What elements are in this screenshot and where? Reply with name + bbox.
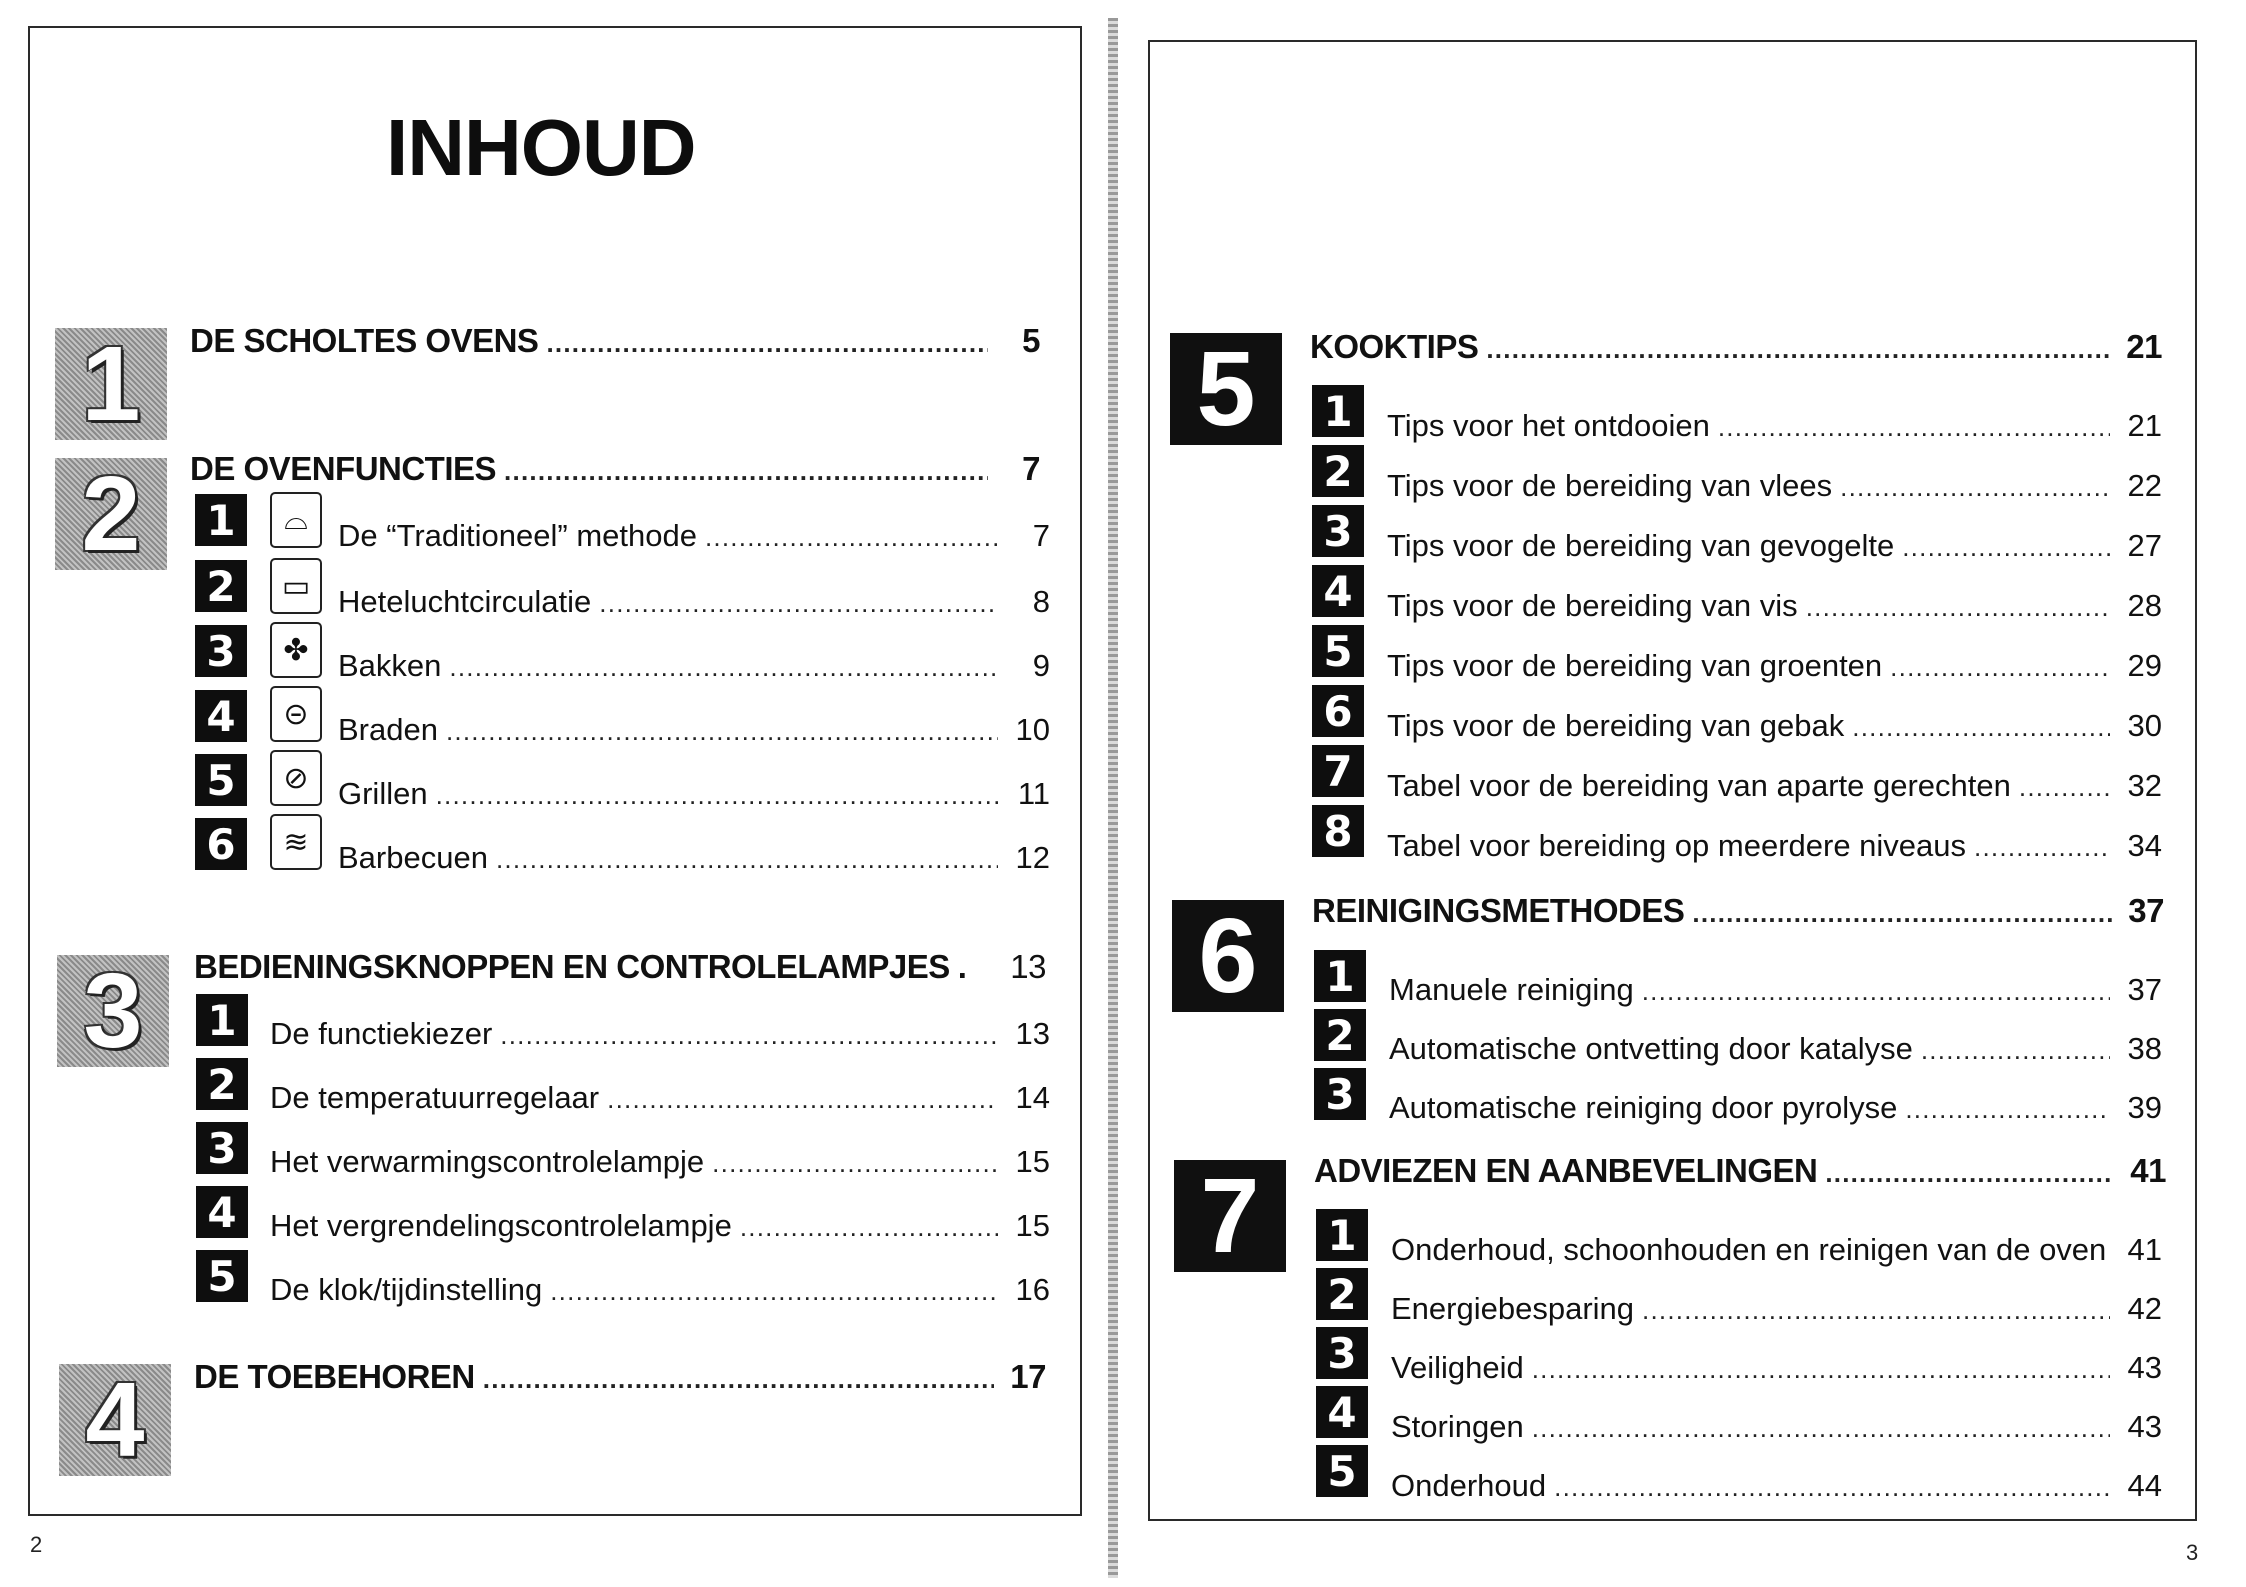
chapter-page-number: 41 xyxy=(2130,1152,2166,1189)
toc-chapter-entry[interactable] xyxy=(1314,1152,2166,1190)
dot-leader xyxy=(1554,1472,2110,1503)
section-label: Grillen xyxy=(338,776,428,811)
binding-gutter xyxy=(1108,18,1118,1578)
dot-leader xyxy=(446,716,998,747)
toc-chapter-entry[interactable] xyxy=(1310,328,2162,366)
section-number-badge: 5 xyxy=(1312,625,1364,677)
section-page-number: 42 xyxy=(2127,1291,2162,1326)
section-page-number: 37 xyxy=(2127,972,2162,1007)
toc-section-entry[interactable] xyxy=(1389,1031,2162,1067)
toc-section-entry[interactable] xyxy=(338,776,1050,812)
toc-section-entry[interactable] xyxy=(1391,1409,2162,1445)
dot-leader xyxy=(740,1212,998,1243)
toc-section-entry[interactable] xyxy=(1387,408,2162,444)
section-number-badge: 1 xyxy=(1314,950,1366,1002)
dot-leader xyxy=(1642,976,2110,1007)
dot-leader xyxy=(1718,412,2110,443)
section-page-number: 15 xyxy=(1015,1144,1050,1179)
chapter-title: DE TOEBEHOREN xyxy=(194,1358,475,1395)
section-number-badge: 5 xyxy=(195,754,247,806)
section-label: Tips voor het ontdooien xyxy=(1387,408,1710,443)
dot-leader xyxy=(599,588,998,619)
section-page-number: 22 xyxy=(2127,468,2162,503)
section-page-number: 16 xyxy=(1015,1272,1050,1307)
toc-section-entry[interactable] xyxy=(270,1080,1050,1116)
section-label: Tabel voor bereiding op meerdere niveaus xyxy=(1387,828,1967,863)
dot-leader xyxy=(1806,592,2110,623)
section-number-badge: 6 xyxy=(195,818,247,870)
toc-chapter-entry[interactable] xyxy=(194,948,1046,986)
section-label: Automatische reiniging door pyrolyse xyxy=(1389,1090,1898,1125)
dot-leader xyxy=(483,1364,994,1395)
toc-chapter-entry[interactable] xyxy=(190,450,1040,488)
section-number-badge: 8 xyxy=(1312,805,1364,857)
section-page-number: 21 xyxy=(2127,408,2162,443)
section-number-badge: 2 xyxy=(195,560,247,612)
chapter-title: KOOKTIPS xyxy=(1310,328,1479,365)
toc-section-entry[interactable] xyxy=(338,648,1050,684)
dot-leader xyxy=(712,1148,998,1179)
section-number-badge: 2 xyxy=(196,1058,248,1110)
section-page-number: 10 xyxy=(1015,712,1050,747)
section-page-number: 39 xyxy=(2127,1090,2162,1125)
section-number-badge: 3 xyxy=(195,625,247,677)
barbecue-grill-icon: ≋ xyxy=(270,814,322,870)
toc-section-entry[interactable] xyxy=(1387,588,2162,624)
toc-chapter-entry[interactable] xyxy=(190,322,1040,360)
dot-leader xyxy=(1486,334,2110,365)
section-page-number: 13 xyxy=(1015,1016,1050,1051)
section-label: Tips voor de bereiding van vis xyxy=(1387,588,1798,623)
section-number-badge: 5 xyxy=(196,1250,248,1302)
section-label: Onderhoud, schoonhouden en reinigen van de oven xyxy=(1391,1232,2107,1267)
chapter-number-block: 2 xyxy=(55,458,167,570)
dot-leader xyxy=(546,328,988,359)
dot-leader xyxy=(550,1276,998,1307)
dot-leader xyxy=(1840,472,2110,503)
hot-air-circulation-icon: ▭ xyxy=(270,558,322,614)
chapter-title: ADVIEZEN EN AANBEVELINGEN xyxy=(1314,1152,1818,1189)
section-page-number: 27 xyxy=(2127,528,2162,563)
section-label: Tips voor de bereiding van vlees xyxy=(1387,468,1833,503)
chapter-page-number: 17 xyxy=(1010,1358,1046,1395)
section-label: Energiebesparing xyxy=(1391,1291,1635,1326)
section-label: De “Traditioneel” methode xyxy=(338,518,697,553)
section-page-number: 38 xyxy=(2127,1031,2162,1066)
section-number-badge: 1 xyxy=(1316,1209,1368,1261)
section-label: Het vergrendelingscontrolelampje xyxy=(270,1208,732,1243)
dot-leader xyxy=(1532,1413,2110,1444)
section-number-badge: 3 xyxy=(1314,1068,1366,1120)
toc-section-entry[interactable] xyxy=(1391,1232,2162,1268)
section-page-number: 8 xyxy=(1032,584,1050,619)
dot-leader xyxy=(504,456,988,487)
section-number-badge: 3 xyxy=(196,1122,248,1174)
title-dot: . xyxy=(957,948,967,985)
chapter-page-number: 21 xyxy=(2126,328,2162,365)
chapter-title: DE OVENFUNCTIES xyxy=(190,450,497,487)
toc-section-entry[interactable] xyxy=(1387,468,2162,504)
section-number-badge: 3 xyxy=(1316,1327,1368,1379)
dot-leader xyxy=(500,1020,998,1051)
toc-section-entry[interactable] xyxy=(270,1144,1050,1180)
chapter-number-block: 4 xyxy=(59,1364,171,1476)
section-number-badge: 3 xyxy=(1312,505,1364,557)
section-page-number: 44 xyxy=(2127,1468,2162,1503)
dot-leader xyxy=(1921,1035,2110,1066)
section-label: Barbecuen xyxy=(338,840,488,875)
toc-section-entry[interactable] xyxy=(338,712,1050,748)
dot-leader xyxy=(1692,898,2112,929)
section-page-number: 12 xyxy=(1015,840,1050,875)
toc-section-entry[interactable] xyxy=(338,584,1050,620)
chapter-number-block: 5 xyxy=(1170,333,1282,445)
section-number-badge: 4 xyxy=(196,1186,248,1238)
section-number-badge: 6 xyxy=(1312,685,1364,737)
section-number-badge: 2 xyxy=(1316,1268,1368,1320)
chapter-page-number: 37 xyxy=(2128,892,2164,929)
section-label: Veiligheid xyxy=(1391,1350,1524,1385)
section-label: Braden xyxy=(338,712,438,747)
dot-leader xyxy=(1974,832,2110,863)
toc-section-entry[interactable] xyxy=(1391,1468,2162,1504)
section-number-badge: 4 xyxy=(1312,565,1364,617)
section-page-number: 7 xyxy=(1032,518,1050,553)
dot-leader xyxy=(1890,652,2110,683)
chapter-page-number: 5 xyxy=(1022,322,1040,359)
dot-leader xyxy=(1825,1158,2114,1189)
left-page-number: 2 xyxy=(30,1532,43,1557)
toc-section-entry[interactable] xyxy=(1387,708,2162,744)
section-page-number: 15 xyxy=(1015,1208,1050,1243)
dot-leader xyxy=(705,522,998,553)
section-page-number: 41 xyxy=(2127,1232,2162,1267)
section-label: Tabel voor de bereiding van aparte gerechten xyxy=(1387,768,2011,803)
roasting-element-icon: ⊝ xyxy=(270,686,322,742)
baking-fan-icon: ✤ xyxy=(270,622,322,678)
toc-section-entry[interactable] xyxy=(1387,528,2162,564)
toc-section-entry[interactable] xyxy=(1391,1291,2162,1327)
section-number-badge: 2 xyxy=(1314,1009,1366,1061)
section-label: Tips voor de bereiding van gevogelte xyxy=(1387,528,1895,563)
section-label: Automatische ontvetting door katalyse xyxy=(1389,1031,1913,1066)
chapter-title: BEDIENINGSKNOPPEN EN CONTROLELAMPJES xyxy=(194,948,950,985)
section-label: Storingen xyxy=(1391,1409,1524,1444)
dot-leader xyxy=(1905,1094,2110,1125)
section-label: De temperatuurregelaar xyxy=(270,1080,600,1115)
section-label: Tips voor de bereiding van gebak xyxy=(1387,708,1845,743)
section-page-number: 14 xyxy=(1015,1080,1050,1115)
section-label: De klok/tijdinstelling xyxy=(270,1272,543,1307)
chapter-title: DE SCHOLTES OVENS xyxy=(190,322,539,359)
dot-leader xyxy=(607,1084,998,1115)
chapter-number-block: 1 xyxy=(55,328,167,440)
dot-leader xyxy=(1902,532,2110,563)
toc-section-entry[interactable] xyxy=(1389,1090,2162,1126)
section-page-number: 32 xyxy=(2127,768,2162,803)
section-label: Onderhoud xyxy=(1391,1468,1547,1503)
section-page-number: 28 xyxy=(2127,588,2162,623)
chapter-page-number: 7 xyxy=(1022,450,1040,487)
chapter-number-block: 6 xyxy=(1172,900,1284,1012)
grill-drumstick-icon: ⊘ xyxy=(270,750,322,806)
section-page-number: 43 xyxy=(2127,1350,2162,1385)
section-page-number: 30 xyxy=(2127,708,2162,743)
section-number-badge: 4 xyxy=(195,690,247,742)
chapter-number-block: 7 xyxy=(1174,1160,1286,1272)
section-page-number: 9 xyxy=(1032,648,1050,683)
section-page-number: 29 xyxy=(2127,648,2162,683)
toc-chapter-entry[interactable] xyxy=(194,1358,1046,1396)
dot-leader xyxy=(1532,1354,2110,1385)
toc-section-entry[interactable] xyxy=(270,1272,1050,1308)
dot-leader xyxy=(2019,772,2110,803)
section-number-badge: 5 xyxy=(1316,1445,1368,1497)
page-title: INHOUD xyxy=(386,103,696,192)
toc-section-entry[interactable] xyxy=(338,518,1050,554)
section-label: Het verwarmingscontrolelampje xyxy=(270,1144,705,1179)
toc-section-entry[interactable] xyxy=(1391,1350,2162,1386)
section-page-number: 43 xyxy=(2127,1409,2162,1444)
section-label: Heteluchtcirculatie xyxy=(338,584,592,619)
section-label: Bakken xyxy=(338,648,442,683)
right-page-number: 3 xyxy=(2186,1540,2199,1565)
section-label: Tips voor de bereiding van groenten xyxy=(1387,648,1883,683)
section-number-badge: 1 xyxy=(1312,385,1364,437)
toc-chapter-entry[interactable] xyxy=(1312,892,2164,930)
chapter-title: REINIGINGSMETHODES xyxy=(1312,892,1685,929)
toc-section-entry[interactable] xyxy=(1387,648,2162,684)
toc-section-entry[interactable] xyxy=(270,1208,1050,1244)
dot-leader xyxy=(1852,712,2110,743)
toc-section-entry[interactable] xyxy=(338,840,1050,876)
toc-section-entry[interactable] xyxy=(270,1016,1050,1052)
dot-leader xyxy=(1642,1295,2110,1326)
section-number-badge: 7 xyxy=(1312,745,1364,797)
toc-section-entry[interactable] xyxy=(1387,828,2162,864)
traditional-heat-icon: ⌓ xyxy=(270,492,322,548)
section-number-badge: 4 xyxy=(1316,1386,1368,1438)
section-number-badge: 1 xyxy=(196,994,248,1046)
chapter-number-block: 3 xyxy=(57,955,169,1067)
section-page-number: 11 xyxy=(1017,776,1050,811)
dot-leader xyxy=(496,844,998,875)
toc-section-entry[interactable] xyxy=(1387,768,2162,804)
chapter-page-number: 13 xyxy=(1010,948,1046,985)
toc-section-entry[interactable] xyxy=(1389,972,2162,1008)
section-label: De functiekiezer xyxy=(270,1016,493,1051)
section-number-badge: 1 xyxy=(195,494,247,546)
dot-leader xyxy=(449,652,998,683)
section-page-number: 34 xyxy=(2127,828,2162,863)
section-number-badge: 2 xyxy=(1312,445,1364,497)
dot-leader xyxy=(436,780,998,811)
section-label: Manuele reiniging xyxy=(1389,972,1634,1007)
